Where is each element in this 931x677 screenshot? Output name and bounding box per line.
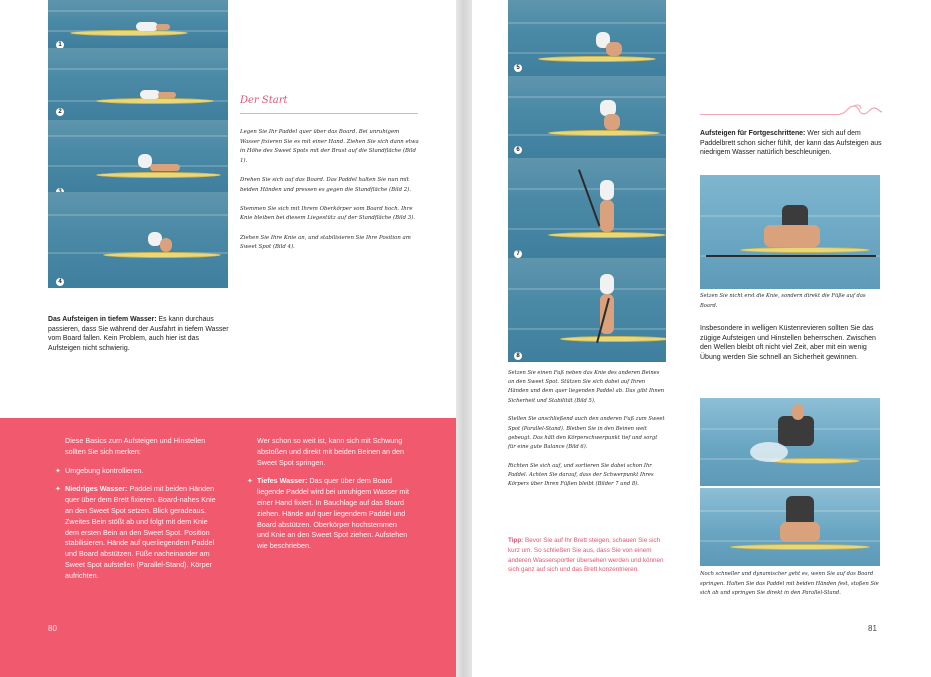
tip-label: Tipp: [508, 537, 524, 544]
bullet-title: Tiefes Wasser: [257, 476, 308, 486]
photo-number: 5 [514, 64, 522, 72]
bullet-item [55, 466, 217, 477]
heading-rule [700, 114, 840, 115]
basics-column-2 [247, 436, 409, 552]
photo-step-3 [48, 120, 228, 192]
photo-number: 7 [514, 250, 522, 258]
bullet-title: Niedriges Wasser: [65, 484, 128, 494]
bullet-item [55, 484, 217, 581]
heading-rule [240, 113, 418, 114]
right-page [472, 0, 931, 677]
star-bullet-icon: ✦ [55, 484, 62, 494]
deep-water-text: Es kann durchaus passieren, dass Sie während der Ausfahrt in tiefem Wasser vom Board fallen. Kein Problem, auch hier ist das Aufsteigen nicht schwierig. [48, 316, 229, 352]
page-number: 80 [48, 624, 57, 633]
step-text: Legen Sie Ihr Paddel quer über das Board. Bei unruhigem Wasser fixieren Sie es mit einer Hand. Ziehen Sie sich dann etwa in Höhe des Sweet Spots mit der Brust auf die Standfläche (Bild 1). [240, 129, 419, 164]
section-heading: Der Start [240, 95, 288, 106]
caption-advanced-1: Setzen Sie nicht erst die Knie, sondern direkt die Füße auf das Board. [700, 293, 866, 309]
tip-text: Bevor Sie auf Ihr Brett steigen, schauen Sie sich kurz um. So schließen Sie aus, dass Sie von einem anderen Wassersportler übersehen werden und können sich ganz auf sich und das Brett konzentrieren. [508, 537, 664, 574]
photo-step-7 [508, 158, 666, 258]
photo-number: 1 [56, 41, 64, 48]
caption-advanced-2: Noch schneller und dynamischer geht es, wenn Sie auf das Board springen. Halten Sie das Paddel mit beiden Händen fest, stoßen Sie sich ab und springen Sie direkt in den Parallel-Stand. [700, 571, 879, 597]
photo-number: 4 [56, 278, 64, 286]
start-steps [240, 128, 420, 262]
basics-column-1 [55, 436, 217, 582]
step-text: Drehen Sie sich auf das Board. Das Paddel halten Sie nun mit beiden Händen und pressen es gegen die Standfläche (Bild 2). [240, 176, 411, 193]
photo-number: 8 [514, 352, 522, 360]
caption-step: Richten Sie sich auf, und sortieren Sie dabei schon Ihr Paddel. Achten Sie darauf, dass der Schwerpunkt Ihres Körpers über Ihren Füßen bleibt (Bilder 7 und 8). [508, 462, 654, 488]
step-text: Stemmen Sie sich mit Ihrem Oberkörper vom Board hoch. Ihre Knie bleiben bei diesem Liegestütz auf der Standfläche (Bild 3). [240, 205, 415, 222]
photo-step-1 [48, 0, 228, 48]
star-bullet-icon: ✦ [55, 465, 62, 475]
photo-advanced-1 [700, 175, 880, 289]
deep-water-paragraph [48, 315, 230, 353]
page-number: 81 [868, 624, 877, 633]
photo-advanced-2 [700, 398, 880, 486]
caption-step: Stellen Sie anschließend auch den anderen Fuß zum Sweet Spot (Parallel-Stand). Bleiben Sie in den Beinen weit gebeugt. Das hält den Körperschwerpunkt tief und sorgt für eine gute Balance (Bild 6). [508, 416, 665, 451]
deep-water-title: Das Aufsteigen in tiefem Wasser: [48, 316, 157, 323]
photo-step-5 [508, 0, 666, 76]
step-text: Ziehen Sie Ihre Knie an, und stabilisieren Sie Ihre Position am Sweet Spot (Bild 4). [240, 234, 411, 251]
bullet-text: Das quer über dem Board liegende Paddel wird bei unruhigem Wasser mit einer Hand fixiert. In Bauchlage auf das Board ziehen. Hände auf quer liegendem Paddel und Board abstützen. Oberkörper hochstemmen und Knie an den Sweet Spot ziehen. Aufstehen wie beschrieben. [257, 476, 409, 551]
photo-step-6 [508, 76, 666, 158]
star-bullet-icon: ✦ [247, 476, 254, 486]
wave-ornament-icon [840, 102, 882, 118]
right-captions [508, 369, 666, 499]
left-page [0, 0, 456, 677]
photo-number: 6 [514, 146, 522, 154]
middle-paragraph: Insbesondere in welligen Küstenrevieren sollten Sie das zügige Aufsteigen und Hinstellen beherrschen. Zwischen den Wellen bleibt oft nicht viel Zeit, aber mit ein wenig Übung werden Sie schnell an Sicherheit gewinnen. [700, 325, 876, 361]
advanced-title: Aufsteigen für Fortgeschrittene: [700, 130, 806, 137]
basics-intro: Diese Basics zum Aufsteigen und Hinstellen sollten Sie sich merken: [65, 436, 206, 456]
tip-box [508, 536, 670, 575]
advanced-paragraph [700, 129, 882, 158]
bullet-text: Umgebung kontrollieren. [65, 465, 144, 475]
bullet-text: Paddel mit beiden Händen quer über dem Brett fixieren. Board-nahes Knie an den Sweet Spot setzen. Blick geradeaus. Zweites Bein stößt ab und folgt mit dem Knie dem ersten Bein an den Sweet Spot. Position stabilisieren. Hände auf querliegendem Paddel und Board abstützen. Füße nacheinander am Sweet Spot aufstellen (Parallel-Stand). Körper aufrichten. [65, 484, 216, 580]
caption-step: Setzen Sie einen Fuß neben das Knie des anderen Beines an den Sweet Spot. Stützen Sie sich dabei auf Ihren Händen und dem quer liegenden Paddel ab. Das gibt Ihnen Sicherheit und Stabilität (Bild 5). [508, 370, 665, 404]
photo-number: 3 [56, 188, 64, 192]
book-gutter [456, 0, 472, 677]
basics-col2-intro: Wer schon so weit ist, kann sich mit Schwung abstoßen und direkt mit beiden Beinen an den Sweet Spot springen. [257, 436, 405, 467]
advanced-text: Wer sich auf dem Paddelbrett schon sicher fühlt, der kann das Aufsteigen aus niedrigem Wasser natürlich beschleunigen. [700, 130, 882, 157]
photo-advanced-3 [700, 488, 880, 566]
photo-step-4 [48, 192, 228, 288]
photo-step-2 [48, 48, 228, 120]
basics-box [0, 418, 456, 677]
photo-step-8 [508, 258, 666, 362]
photo-number: 2 [56, 108, 64, 116]
bullet-item [247, 476, 409, 552]
